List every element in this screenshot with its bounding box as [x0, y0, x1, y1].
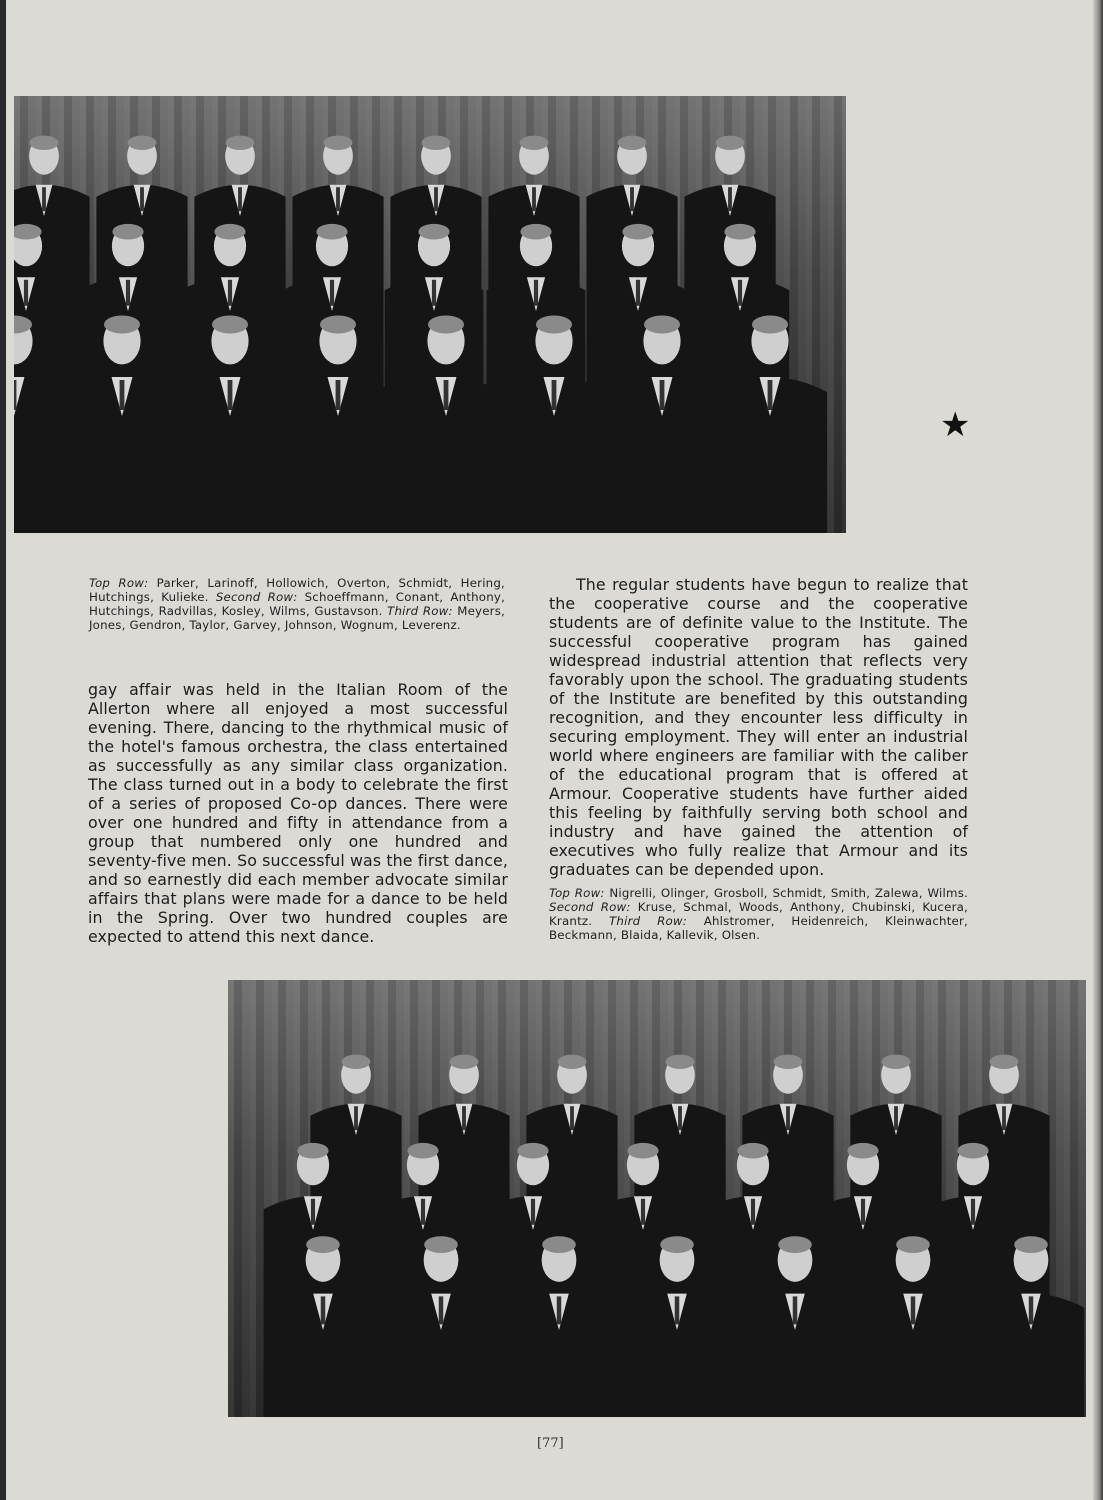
- star-icon: ★: [940, 405, 971, 445]
- group-photo-icon: [14, 96, 846, 533]
- body-paragraph-left: gay affair was held in the Italian Room of the Allerton where all enjoyed a most successful evening. There, dancing to the rhythmical music of the hotel's famous orchestra, the class entertained as successfully as any similar class organization. The class turned out in a body to celebrate the first of a series of proposed Co-op dances. There were over one hundred and fifty in attendance from a group that numbered only one hundred and seventy-five men. So successful was the first dance, and so earnestly did each member advocate similar affairs that plans were made for a dance to be held in the Spring. Over two hundred couples are expected to attend this next dance.: [88, 680, 508, 946]
- page-number: [77]: [537, 1436, 564, 1451]
- caption-row-names: Meyers, Jones, Gendron, Taylor, Garvey, Johnson, Wognum, Leverenz.: [89, 604, 506, 632]
- caption-top-photo: [89, 576, 505, 632]
- caption-row-names: Nigrelli, Olinger, Grosboll, Schmidt, Smith, Zalewa, Wilms.: [609, 886, 969, 900]
- group-photo-bottom: [228, 980, 1086, 1417]
- page-edge-left: [0, 0, 6, 1500]
- caption-row-label: Third Row:: [387, 604, 453, 618]
- caption-row-names: Kruse, Schmal, Woods, Anthony, Chubinski, Kucera, Krantz.: [549, 900, 969, 928]
- page-edge-right: [1093, 0, 1103, 1500]
- caption-row-names: Ahlstromer, Heidenreich, Kleinwachter, Beckmann, Blaida, Kallevik, Olsen.: [549, 914, 968, 942]
- caption-row-label: Second Row:: [215, 590, 298, 604]
- caption-bottom-photo: [549, 886, 968, 942]
- caption-row-names: Schoeffmann, Conant, Anthony, Hutchings, Radvillas, Kosley, Wilms, Gustavson.: [89, 590, 506, 618]
- group-photo-icon: [228, 980, 1086, 1417]
- caption-row-label: Top Row:: [89, 576, 149, 590]
- body-paragraph-right: The regular students have begun to realize that the cooperative course and the cooperative students are of definite value to the Institute. The successful cooperative program has gained widespread industrial attention that reflects very favorably upon the school. The graduating students of the Institute are benefited by this outstanding recognition, and they encounter less difficulty in securing employment. They will enter an industrial world where engineers are familiar with the caliber of the educational program that is offered at Armour. Cooperative students have further aided this feeling by faithfully serving both school and industry and have gained the attention of executives who fully realize that Armour and its graduates can be depended upon.: [549, 575, 968, 879]
- caption-row-label: Third Row:: [609, 914, 687, 928]
- group-photo-top: [14, 96, 846, 533]
- caption-row-label: Top Row:: [549, 886, 605, 900]
- caption-row-label: Second Row:: [549, 900, 631, 914]
- caption-row-names: Parker, Larinoff, Hollowich, Overton, Schmidt, Hering, Hutchings, Kulieke.: [89, 576, 505, 604]
